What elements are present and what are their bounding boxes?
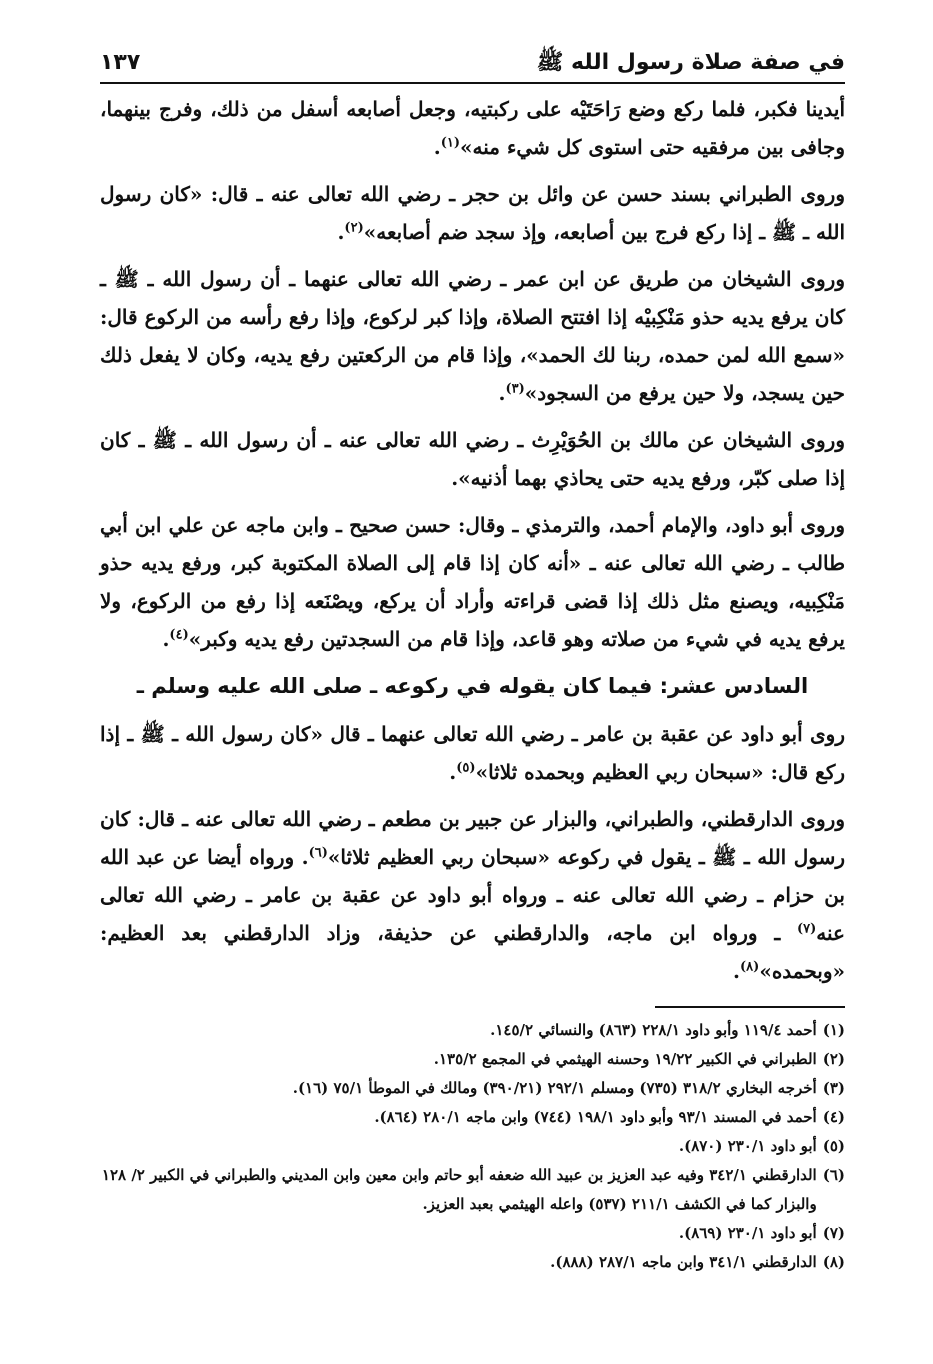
footnote-reference: (٣) xyxy=(505,381,525,397)
footnote-text: الدارقطني ٣٤٢/١ وفيه عبد العزيز بن عبيد الله ضعفه أبو حاتم وابن معين وابن المديني والطبراني في الكبير ٢/ ١٢٨ والبزار كما في الكشف ٢١١/١ (٥٣٧) واعله الهيثمي بعبد العزيز. xyxy=(101,1166,817,1213)
footnote xyxy=(100,1248,845,1277)
chapter-title: في صفة صلاة رسول الله ﷺ xyxy=(536,50,845,75)
footnote-text: الدارقطني ٣٤١/١ وابن ماجه ٢٨٧/١ (٨٨٨). xyxy=(550,1253,817,1271)
paragraph: روى أبو داود عن عقبة بن عامر ـ رضي الله تعالى عنهما ـ قال «كان رسول الله ـ ﷺ ـ إذا ركع قال: «سبحان ربي العظيم وبحمده ثلاثا»$^{(٥)}$. xyxy=(100,722,845,784)
footnotes xyxy=(100,1016,845,1277)
footnote-reference: (٧) xyxy=(797,921,817,937)
footnote-marker: (٦) xyxy=(822,1166,845,1184)
footnote xyxy=(100,1016,845,1045)
footnote-marker: (١) xyxy=(822,1021,845,1039)
body-text xyxy=(100,90,845,990)
footnote-marker: (٤) xyxy=(822,1108,845,1126)
footnote xyxy=(100,1161,845,1219)
footnote-text: أبو داود ٢٣٠/١ (٨٧٠). xyxy=(678,1137,817,1155)
footnote-text: أخرجه البخاري ٣١٨/٢ (٧٣٥) ومسلم ٢٩٢/١ (٣٩٠/٢١) ومالك في الموطأ ٧٥/١ (١٦). xyxy=(292,1079,817,1097)
footnote-text: أبو داود ٢٣٠/١ (٨٦٩). xyxy=(678,1224,817,1242)
paragraph: وروى الشيخان من طريق عن ابن عمر ـ رضي الله تعالى عنهما ـ أن رسول الله ـ ﷺ ـ كان يرفع يديه حذو مَنْكِبيْه إذا افتتح الصلاة، وإذا كبر لركوع، وإذا رفع رأسه من الركوع قال: «سمع الله لمن حمده، ربنا لك الحمد»، وإذا قام من الركعتين رفع يديه، وكان لا يفعل ذلك حين يسجد، ولا حين يرفع من السجود»$^{(٣)}$. xyxy=(100,267,845,405)
footnote-marker: (٥) xyxy=(822,1137,845,1155)
footnote-reference: (٢) xyxy=(344,220,364,236)
footnote-separator xyxy=(655,1006,845,1008)
footnote xyxy=(100,1074,845,1103)
section-heading: السادس عشر: فيما كان يقوله في ركوعه ـ صلى الله عليه وسلم ـ xyxy=(136,674,809,698)
paragraph: أيدينا فكبر، فلما ركع وضع رَاحَتَيْه على ركبتيه، وجعل أصابعه أسفل من ذلك، وفرج بينهما، وجافى بين مرفقيه حتى استوى كل شيء منه»$^{(١)}$. xyxy=(100,97,845,159)
footnote xyxy=(100,1103,845,1132)
footnote-text: أحمد ١١٩/٤ وأبو داود ٢٢٨/١ (٨٦٣) والنسائي ١٤٥/٢. xyxy=(490,1021,817,1039)
footnote xyxy=(100,1045,845,1074)
paragraph: وروى الدارقطني، والطبراني، والبزار عن جبير بن مطعم ـ رضي الله تعالى عنه ـ قال: كان رسول الله ـ ﷺ ـ يقول في ركوعه «سبحان ربي العظيم ثلاثا»$^{(٦)}$. ورواه أيضا عن عبد الله بن حزام ـ رضي الله تعالى عنه ـ ورواه أبو داود عن عقبة بن عامر ـ رضي الله تعالى عنه$^{(٧)}$ ـ ورواه ابن ماجه، والدارقطني عن حذيفة، وزاد الدارقطني بعد العظيم: «وبحمده»$^{(٨)}$. xyxy=(100,807,845,983)
footnote-marker: (٨) xyxy=(822,1253,845,1271)
footnote-text: الطبراني في الكبير ١٩/٢٢ وحسنه الهيثمي في المجمع ١٣٥/٢. xyxy=(433,1050,817,1068)
header-rule xyxy=(100,82,845,84)
book-page xyxy=(100,40,845,1277)
footnote xyxy=(100,1132,845,1161)
footnote-reference: (٦) xyxy=(308,845,328,861)
footnote xyxy=(100,1219,845,1248)
paragraph: وروى الشيخان عن مالك بن الحُوَيْرِث ـ رضي الله تعالى عنه ـ أن رسول الله ـ ﷺ ـ كان إذا صلى كبّر، ورفع يديه حتى يحاذي بهما أذنيه». xyxy=(100,428,845,490)
footnote-reference: (٥) xyxy=(456,760,476,776)
paragraph: وروى الطبراني بسند حسن عن وائل بن حجر ـ رضي الله تعالى عنه ـ قال: «كان رسول الله ـ ﷺ ـ إذا ركع فرج بين أصابعه، وإذ سجد ضم أصابعه»$^{(٢)}$. xyxy=(100,182,845,244)
paragraph: وروى أبو داود، والإمام أحمد، والترمذي ـ وقال: حسن صحيح ـ وابن ماجه عن علي ابن أبي طالب ـ رضي الله تعالى عنه ـ «أنه كان إذا قام إلى الصلاة المكتوبة كبر، ورفع يديه حذو مَنْكِبيه، ويصنع مثل ذلك إذا قضى قراءته وأراد أن يركع، ويصْنَعه إذا رفع من الركوع، ولا يرفع يديه في شيء من صلاته وهو قاعد، وإذا قام من السجدتين رفع يديه وكبر»$^{(٤)}$. xyxy=(100,513,845,651)
running-header xyxy=(100,40,845,80)
footnote-text: أحمد في المسند ٩٣/١ وأبو داود ١٩٨/١ (٧٤٤) وابن ماجه ٢٨٠/١ (٨٦٤). xyxy=(374,1108,817,1126)
footnote-marker: (٢) xyxy=(822,1050,845,1068)
footnote-marker: (٧) xyxy=(822,1224,845,1242)
page-number: ١٣٧ xyxy=(100,50,141,75)
footnote-reference: (٤) xyxy=(169,627,189,643)
footnote-reference: (١) xyxy=(440,135,461,151)
footnote-reference: (٨) xyxy=(740,959,760,975)
footnote-marker: (٣) xyxy=(822,1079,845,1097)
